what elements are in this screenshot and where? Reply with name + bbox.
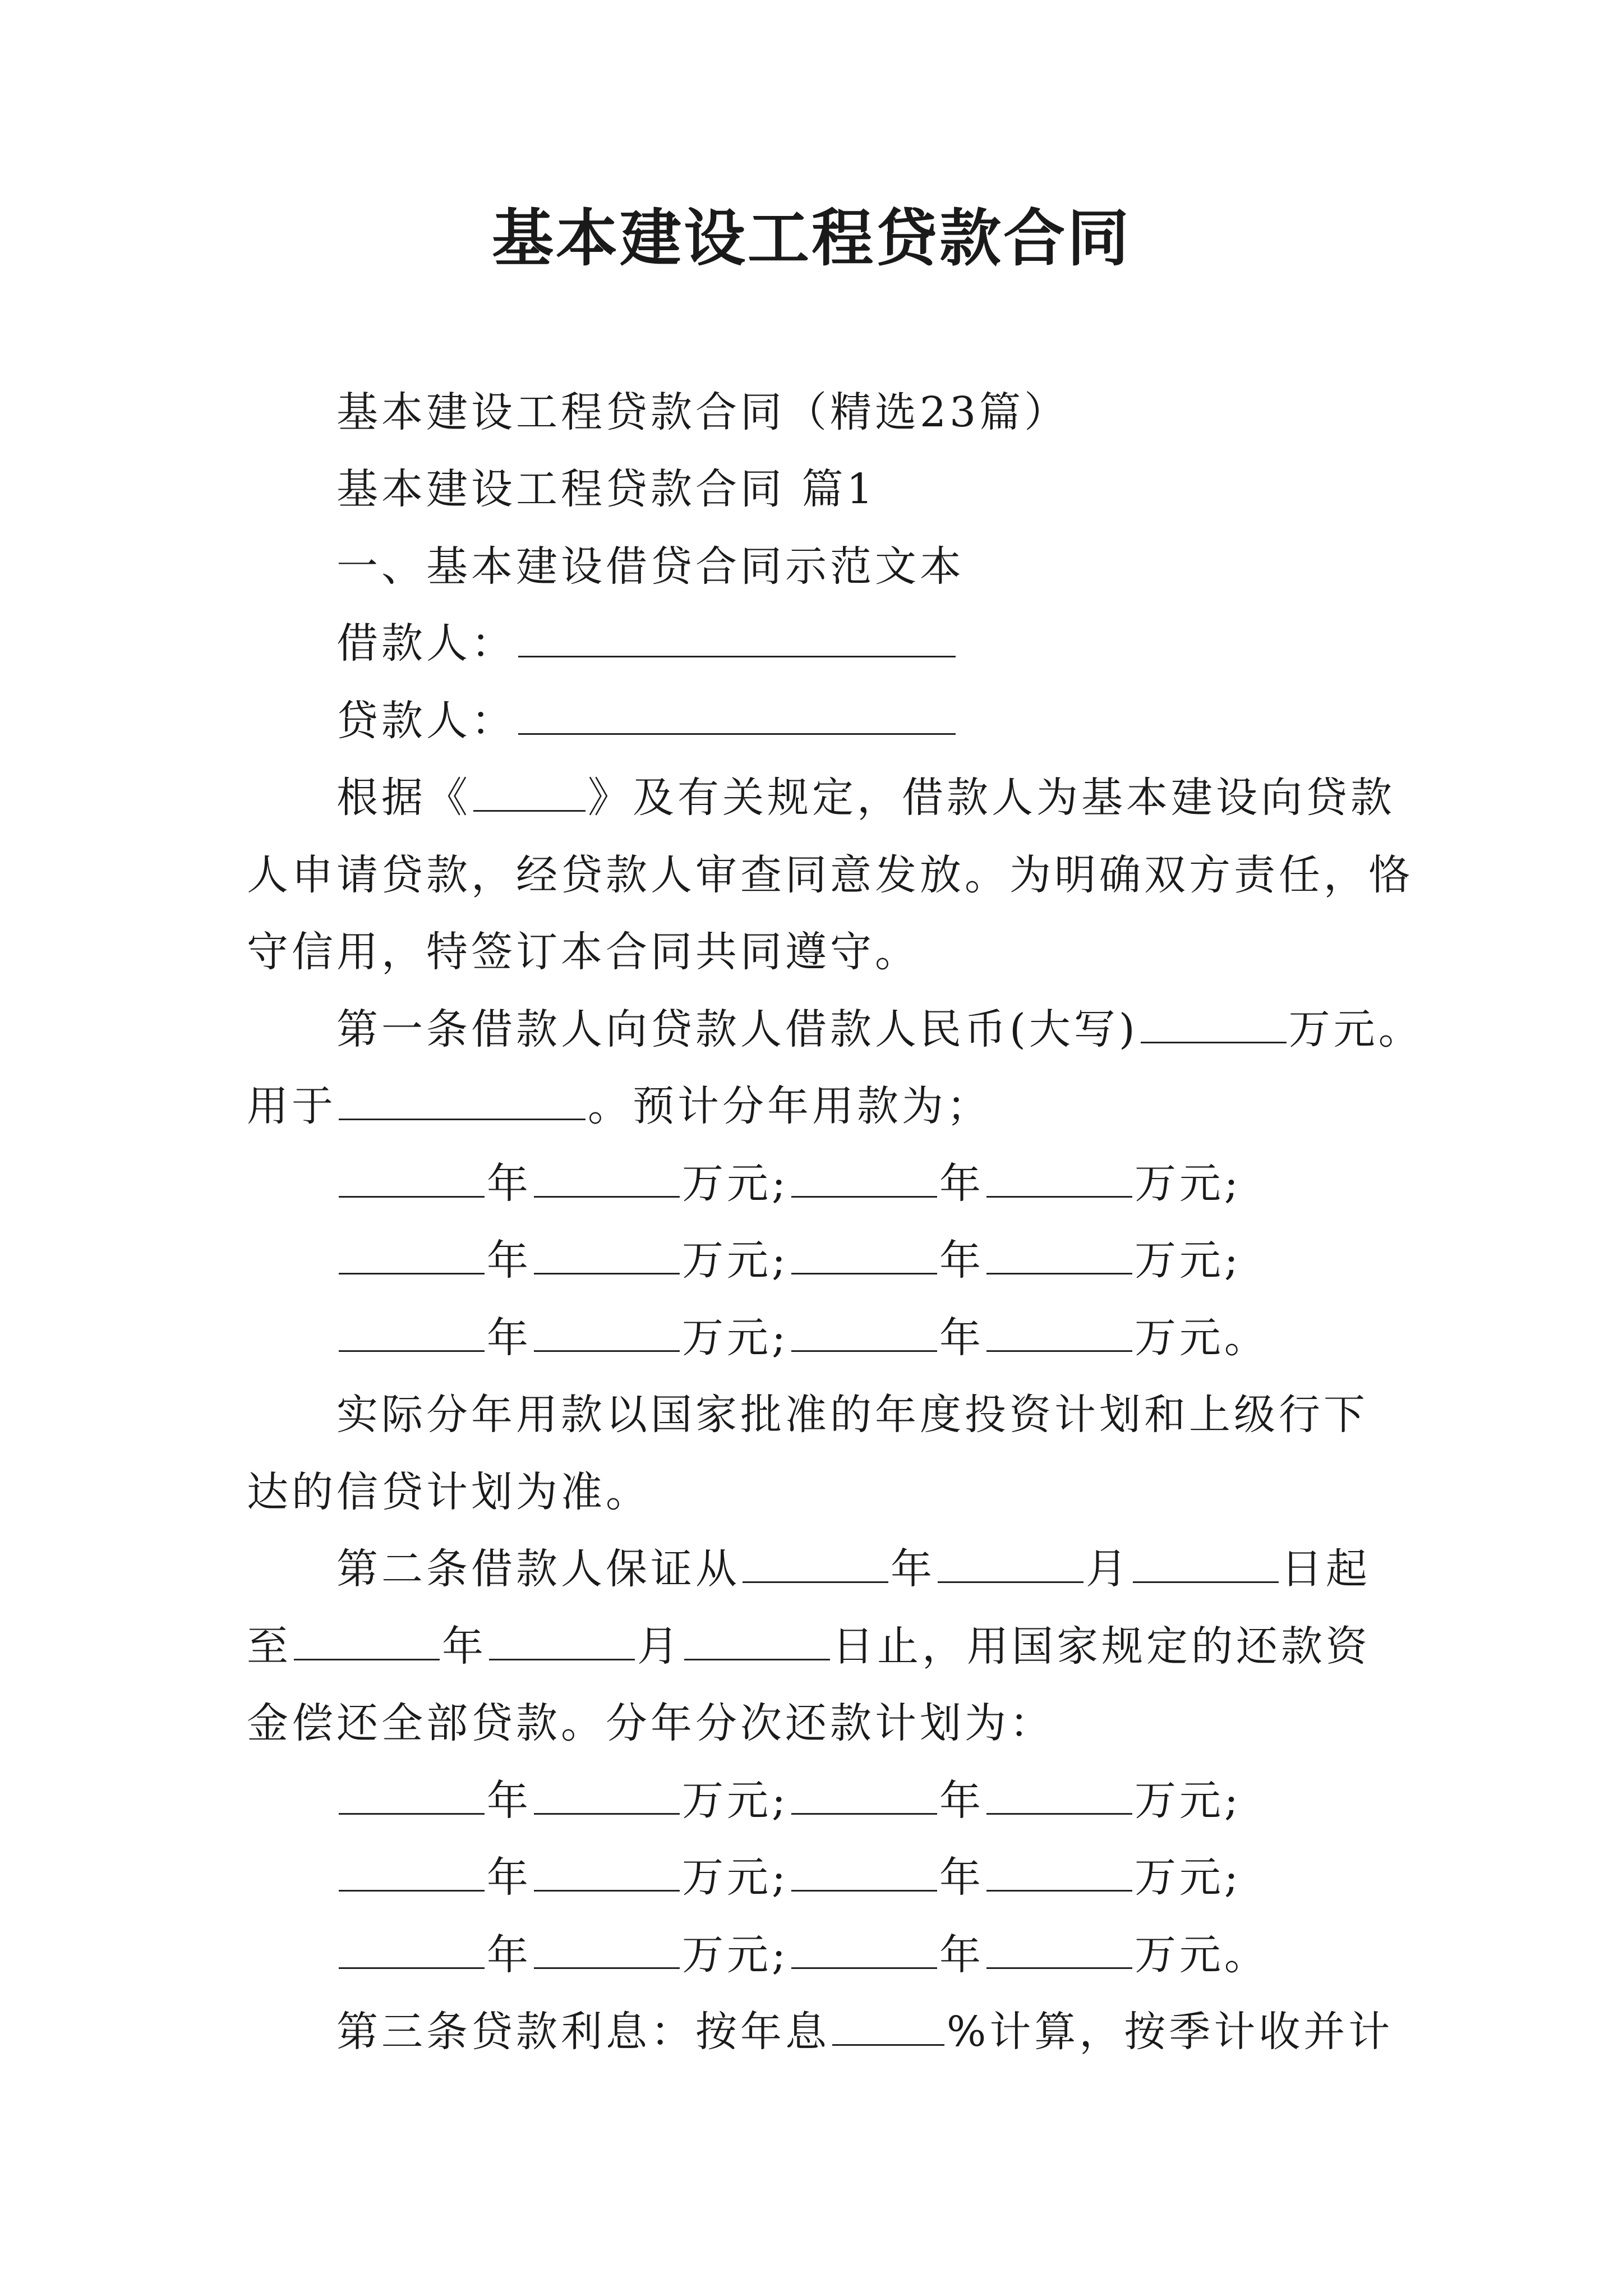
borrower-label: 借款人： (336, 619, 516, 668)
intro-line-2: 人申请贷款，经贷款人审查同意发放。为明确双方责任，恪 (247, 851, 1413, 899)
intro-text-b: 》及有关规定，借款人为基本建设向贷款 (588, 774, 1395, 822)
year-blank (791, 1317, 937, 1352)
amount-blank (534, 1239, 680, 1274)
borrower-line (336, 613, 958, 674)
clause2-line-2: 至 年 月 日止，用国家规定的还款资 (247, 1622, 1371, 1671)
document-subtitle: 基本建设工程贷款合同（精选23篇） (336, 388, 1069, 436)
clause1-line-2 (247, 1075, 992, 1137)
amount-blank (534, 1317, 680, 1352)
year-blank (339, 1162, 485, 1198)
law-name-blank (473, 776, 585, 812)
lender-blank (518, 700, 956, 735)
article-heading: 基本建设工程贷款合同 篇1 (336, 465, 877, 513)
repayment-schedule-row-3: 年 万元; 年 万元。 (336, 1924, 1269, 1986)
clause3-text-b: %计算，按季计收并计 (947, 2008, 1394, 2056)
year-blank (791, 1162, 937, 1198)
year-blank (339, 1317, 485, 1352)
loan-amount-blank (1141, 1008, 1287, 1043)
start-day-blank (1133, 1548, 1279, 1583)
clause1-use-text: 。预计分年用款为； (588, 1082, 992, 1130)
year-blank (339, 1934, 485, 1969)
year-blank (791, 1934, 937, 1969)
year-blank (791, 1239, 937, 1274)
note-line-2: 达的信贷计划为准。 (247, 1468, 651, 1516)
interest-rate-blank (832, 2010, 944, 2046)
clause3-line-1 (336, 2001, 1393, 2063)
clause1-use-label: 用于 (247, 1082, 336, 1130)
end-month-blank (489, 1625, 635, 1660)
lender-label: 贷款人： (336, 697, 516, 745)
document-title: 基本建设工程贷款合同 (492, 202, 1131, 274)
loan-purpose-blank (339, 1085, 585, 1120)
year-blank (339, 1239, 485, 1274)
end-year-blank (294, 1625, 440, 1660)
intro-text-a: 根据《 (336, 774, 471, 822)
start-month-blank (938, 1548, 1083, 1583)
amount-blank (986, 1779, 1132, 1815)
lender-line (336, 690, 958, 752)
amount-blank (534, 1162, 680, 1198)
year-blank (791, 1856, 937, 1892)
clause2-text-a: 第二条借款人保证从 (336, 1545, 740, 1593)
clause1-text-a: 第一条借款人向贷款人借款人民币(大写) (336, 1005, 1138, 1053)
year-blank (791, 1779, 937, 1815)
repayment-schedule-row-1: 年 万元; 年 万元; (336, 1770, 1242, 1832)
amount-blank (534, 1856, 680, 1892)
clause3-text-a: 第三条贷款利息：按年息 (336, 2008, 830, 2056)
amount-blank (534, 1779, 680, 1815)
borrower-blank (518, 622, 956, 657)
usage-schedule-row-3: 年 万元; 年 万元。 (336, 1307, 1269, 1369)
year-blank (339, 1856, 485, 1892)
clause2-line-3: 金偿还全部贷款。分年分次还款计划为： (247, 1699, 1054, 1747)
note-line-1: 实际分年用款以国家批准的年度投资计划和上级行下 (336, 1391, 1368, 1439)
clause1-text-b: 万元。 (1288, 1005, 1423, 1053)
amount-blank (534, 1934, 680, 1969)
clause1-line-1 (336, 999, 1423, 1060)
amount-blank (986, 1856, 1132, 1892)
end-day-blank (684, 1625, 830, 1660)
intro-line-3: 守信用，特签订本合同共同遵守。 (247, 928, 920, 976)
clause2-line-1: 第二条借款人保证从 年 月 日起 (336, 1545, 1371, 1593)
amount-blank (986, 1317, 1132, 1352)
section-heading: 一、基本建设借贷合同示范文本 (336, 542, 965, 591)
usage-schedule-row-1: 年 万元; 年 万元; (336, 1153, 1242, 1214)
amount-blank (986, 1934, 1132, 1969)
repayment-schedule-row-2: 年 万元; 年 万元; (336, 1847, 1242, 1908)
intro-line-1 (336, 767, 1395, 829)
amount-blank (986, 1239, 1132, 1274)
year-blank (339, 1779, 485, 1815)
amount-blank (986, 1162, 1132, 1198)
usage-schedule-row-2: 年 万元; 年 万元; (336, 1230, 1242, 1291)
start-year-blank (743, 1548, 888, 1583)
